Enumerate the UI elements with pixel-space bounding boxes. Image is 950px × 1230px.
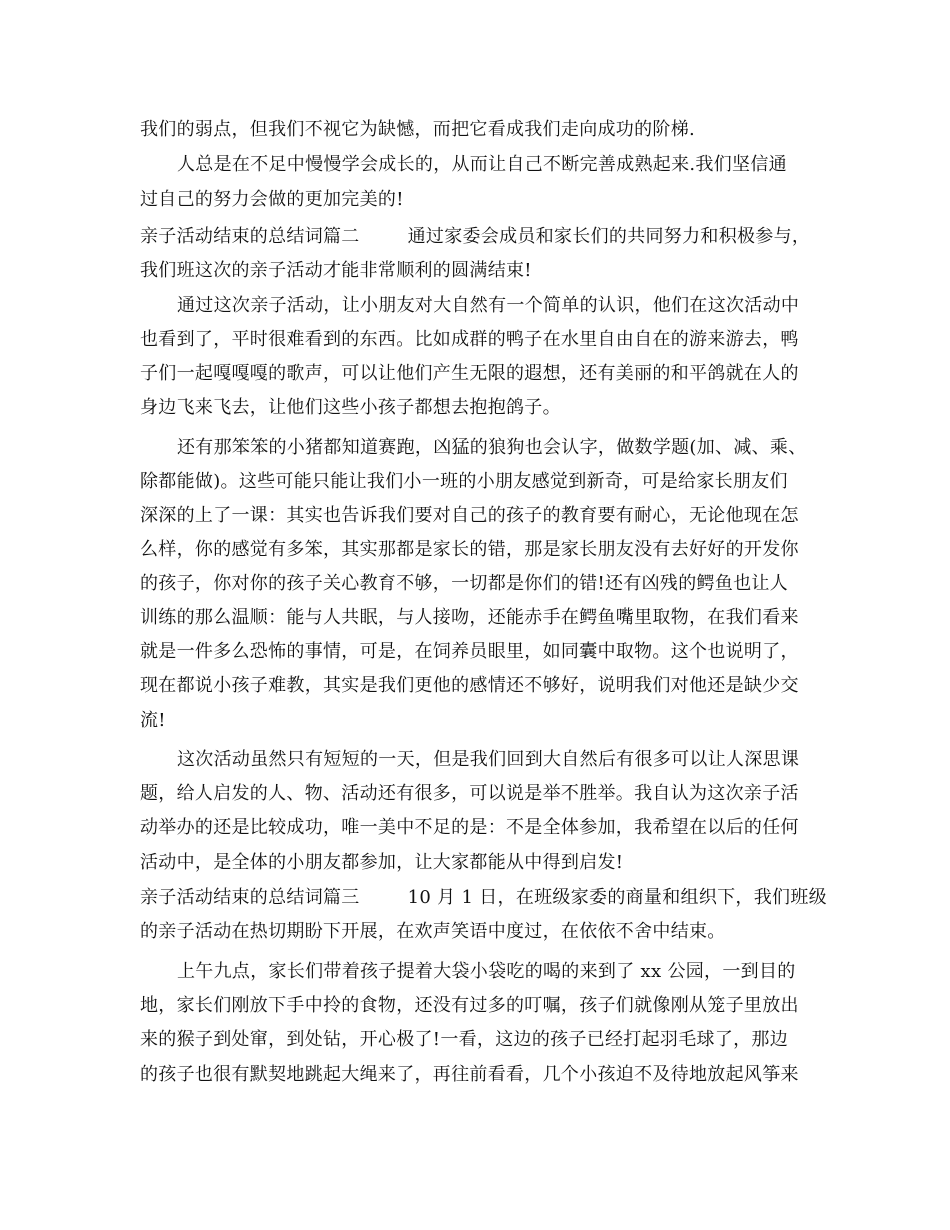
- paragraph-line: 除都能做)。这些可能只能让我们小一班的小朋友感觉到新奇，可是给家长朋友们: [140, 471, 788, 492]
- paragraph-line: 还有那笨笨的小猪都知道赛跑，凶猛的狼狗也会认字，做数学题(加、减、乘、: [177, 437, 807, 458]
- paragraph-line: 通过这次亲子活动，让小朋友对大自然有一个简单的认识，他们在这次活动中: [177, 295, 800, 316]
- paragraph-line: 深深的上了一课：其实也告诉我们要对自己的孩子的教育要有耐心，无论他现在怎: [140, 505, 799, 526]
- section-intro: 通过家委会成员和家长们的共同努力和积极参与，: [407, 226, 811, 247]
- paragraph-line: 来的猴子到处窜，到处钻，开心极了!一看，这边的孩子已经打起羽毛球了，那边: [140, 1029, 789, 1050]
- paragraph-line: 的亲子活动在热切期盼下开展，在欢声笑语中度过，在依依不舍中结束。: [140, 921, 726, 942]
- section-intro: 10 月 1 日，在班级家委的商量和组织下，我们班级: [407, 887, 827, 908]
- paragraph-line: 现在都说小孩子难教，其实是我们更他的感情还不够好，说明我们对他还是缺少交: [140, 675, 799, 696]
- paragraph-line: 的孩子，你对你的孩子关心教育不够，一切都是你们的错!还有凶残的鳄鱼也让人: [140, 573, 789, 594]
- paragraph-line: 上午九点，家长们带着孩子提着大袋小袋吃的喝的来到了 xx 公园，一到目的: [177, 961, 796, 982]
- paragraph-line: 子们一起嘎嘎嘎的歌声，可以让他们产生无限的遐想，还有美丽的和平鸽就在人的: [140, 363, 799, 384]
- paragraph-line: 地，家长们刚放下手中拎的食物，还没有过多的叮嘱，孩子们就像刚从笼子里放出: [140, 995, 799, 1016]
- paragraph-line: 动举办的还是比较成功，唯一美中不足的是：不是全体参加，我希望在以后的任何: [140, 817, 799, 838]
- paragraph-line: 我们的弱点，但我们不视它为缺憾，而把它看成我们走向成功的阶梯.: [140, 119, 696, 140]
- paragraph-line: 我们班这次的亲子活动才能非常顺利的圆满结束!: [140, 260, 532, 281]
- paragraph-line: 活动中，是全体的小朋友都参加，让大家都能从中得到启发!: [140, 852, 624, 873]
- paragraph-line: 么样，你的感觉有多笨，其实那都是家长的错，那是家长朋友没有去好好的开发你: [140, 539, 799, 560]
- paragraph-line: 的孩子也很有默契地跳起大绳来了，再往前看看，几个小孩迫不及待地放起风筝来: [140, 1064, 799, 1085]
- section-heading-3: [140, 883, 827, 913]
- paragraph-line: 过自己的努力会做的更加完美的!: [140, 189, 404, 210]
- section-heading-2: [140, 222, 810, 252]
- paragraph-line: 流!: [140, 710, 166, 731]
- section-title: 亲子活动结束的总结词篇三: [140, 887, 360, 908]
- paragraph-line: 就是一件多么恐怖的事情，可是，在饲养员眼里，如同囊中取物。这个也说明了，: [140, 641, 799, 662]
- paragraph-line: 这次活动虽然只有短短的一天，但是我们回到大自然后有很多可以让人深思课: [177, 749, 800, 770]
- section-title: 亲子活动结束的总结词篇二: [140, 226, 360, 247]
- paragraph-line: 也看到了，平时很难看到的东西。比如成群的鸭子在水里自由自在的游来游去，鸭: [140, 329, 799, 350]
- paragraph-line: 训练的那么温顺：能与人共眠，与人接吻，还能赤手在鳄鱼嘴里取物，在我们看来: [140, 607, 799, 628]
- paragraph-line: 题，给人启发的人、物、活动还有很多，可以说是举不胜举。我自认为这次亲子活: [140, 783, 799, 804]
- paragraph-line: 人总是在不足中慢慢学会成长的，从而让自己不断完善成熟起来.我们坚信通: [177, 154, 787, 175]
- paragraph-line: 身边飞来飞去，让他们这些小孩子都想去抱抱鸽子。: [140, 397, 561, 418]
